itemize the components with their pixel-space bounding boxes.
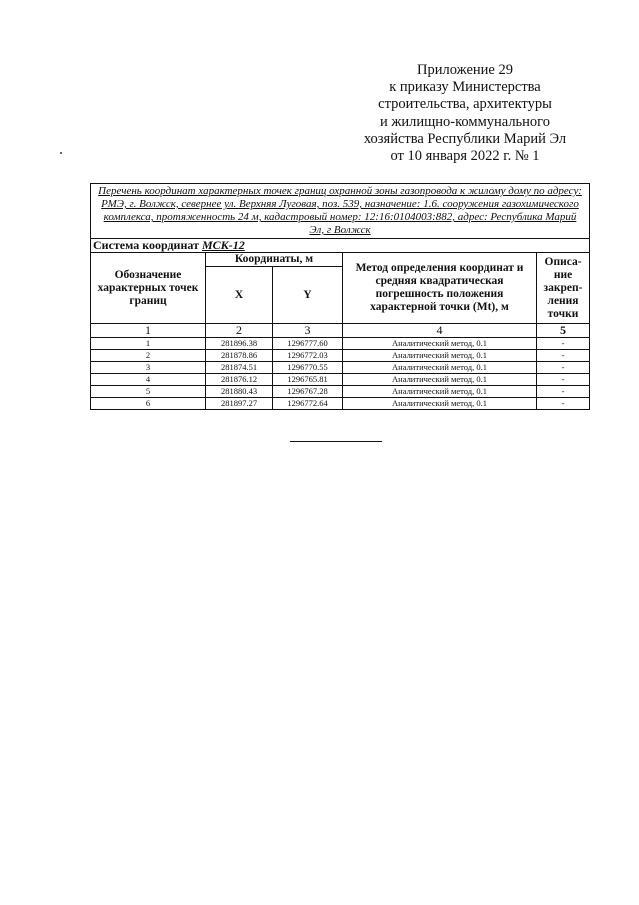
description: -: [537, 350, 590, 362]
method: Аналитический метод, 0.1: [343, 338, 537, 350]
method: Аналитический метод, 0.1: [343, 362, 537, 374]
header-coordinates: Координаты, м: [206, 253, 343, 267]
appendix-header: [330, 62, 600, 165]
coord-y: 1296767.28: [273, 386, 343, 398]
coord-y: 1296765.81: [273, 374, 343, 386]
header-line: Приложение 29: [417, 62, 513, 78]
header-line: строительства, архитектуры: [378, 96, 552, 113]
column-number: 1: [91, 324, 206, 338]
description: -: [537, 398, 590, 410]
coordinate-system-row: [91, 239, 590, 253]
header-line: от 10 января 2022 г. № 1: [390, 148, 540, 165]
coord-x: 281876.12: [206, 374, 273, 386]
method: Аналитический метод, 0.1: [343, 350, 537, 362]
point-number: 2: [91, 350, 206, 362]
stray-dot: [60, 152, 62, 154]
header-line: к приказу Министерства: [389, 79, 541, 96]
point-number: 3: [91, 362, 206, 374]
point-number: 6: [91, 398, 206, 410]
coord-x: 281874.51: [206, 362, 273, 374]
header-line: хозяйства Республики Марий Эл: [363, 130, 567, 147]
header-description: Описа-ние закреп-ления точки: [537, 253, 590, 324]
point-number: 4: [91, 374, 206, 386]
coord-x: 281897.27: [206, 398, 273, 410]
table-row: [91, 338, 590, 350]
header-x: X: [206, 267, 273, 324]
column-number: 3: [273, 324, 343, 338]
method: Аналитический метод, 0.1: [343, 398, 537, 410]
coordinates-table: [90, 183, 590, 410]
coordinate-system-name: МСК-12: [201, 238, 245, 252]
point-number: 5: [91, 386, 206, 398]
description: -: [537, 386, 590, 398]
coord-x: 281896.38: [206, 338, 273, 350]
header-line: и жилищно-коммунального: [379, 113, 551, 130]
column-number: 4: [343, 324, 537, 338]
coord-x: 281878.86: [206, 350, 273, 362]
point-number: 1: [91, 338, 206, 350]
table-row: [91, 398, 590, 410]
header-point-designation: Обозначение характерных точек границ: [91, 253, 206, 324]
coord-x: 281880.43: [206, 386, 273, 398]
coord-y: 1296772.64: [273, 398, 343, 410]
closing-rule: [290, 441, 382, 442]
column-number: 5: [537, 324, 590, 338]
description: -: [537, 338, 590, 350]
table-row: [91, 362, 590, 374]
method: Аналитический метод, 0.1: [343, 374, 537, 386]
table-row: [91, 386, 590, 398]
header-y: Y: [273, 267, 343, 324]
table-title: Перечень координат характерных точек границ охранной зоны газопровода к жилому дому по адресу: РМЭ, г. Волжск, севернее ул. Верхняя Луговая, поз. 539, назначение: 1.6. сооружения газохимического комплекса, протяженность 24 м, кадастровый номер: 12:16:0104003:882, адрес: Республика Марий Эл, г Волжск: [91, 184, 590, 239]
method: Аналитический метод, 0.1: [343, 386, 537, 398]
header-method: Метод определения координат и средняя квадратическая погрешность положения характерной точки (Mt), м: [343, 253, 537, 324]
table-row: [91, 350, 590, 362]
table-row: [91, 374, 590, 386]
description: -: [537, 362, 590, 374]
coord-y: 1296777.60: [273, 338, 343, 350]
coord-y: 1296770.55: [273, 362, 343, 374]
column-number: 2: [206, 324, 273, 338]
coord-y: 1296772.03: [273, 350, 343, 362]
coordinate-system-label: Система координат: [93, 238, 202, 252]
description: -: [537, 374, 590, 386]
